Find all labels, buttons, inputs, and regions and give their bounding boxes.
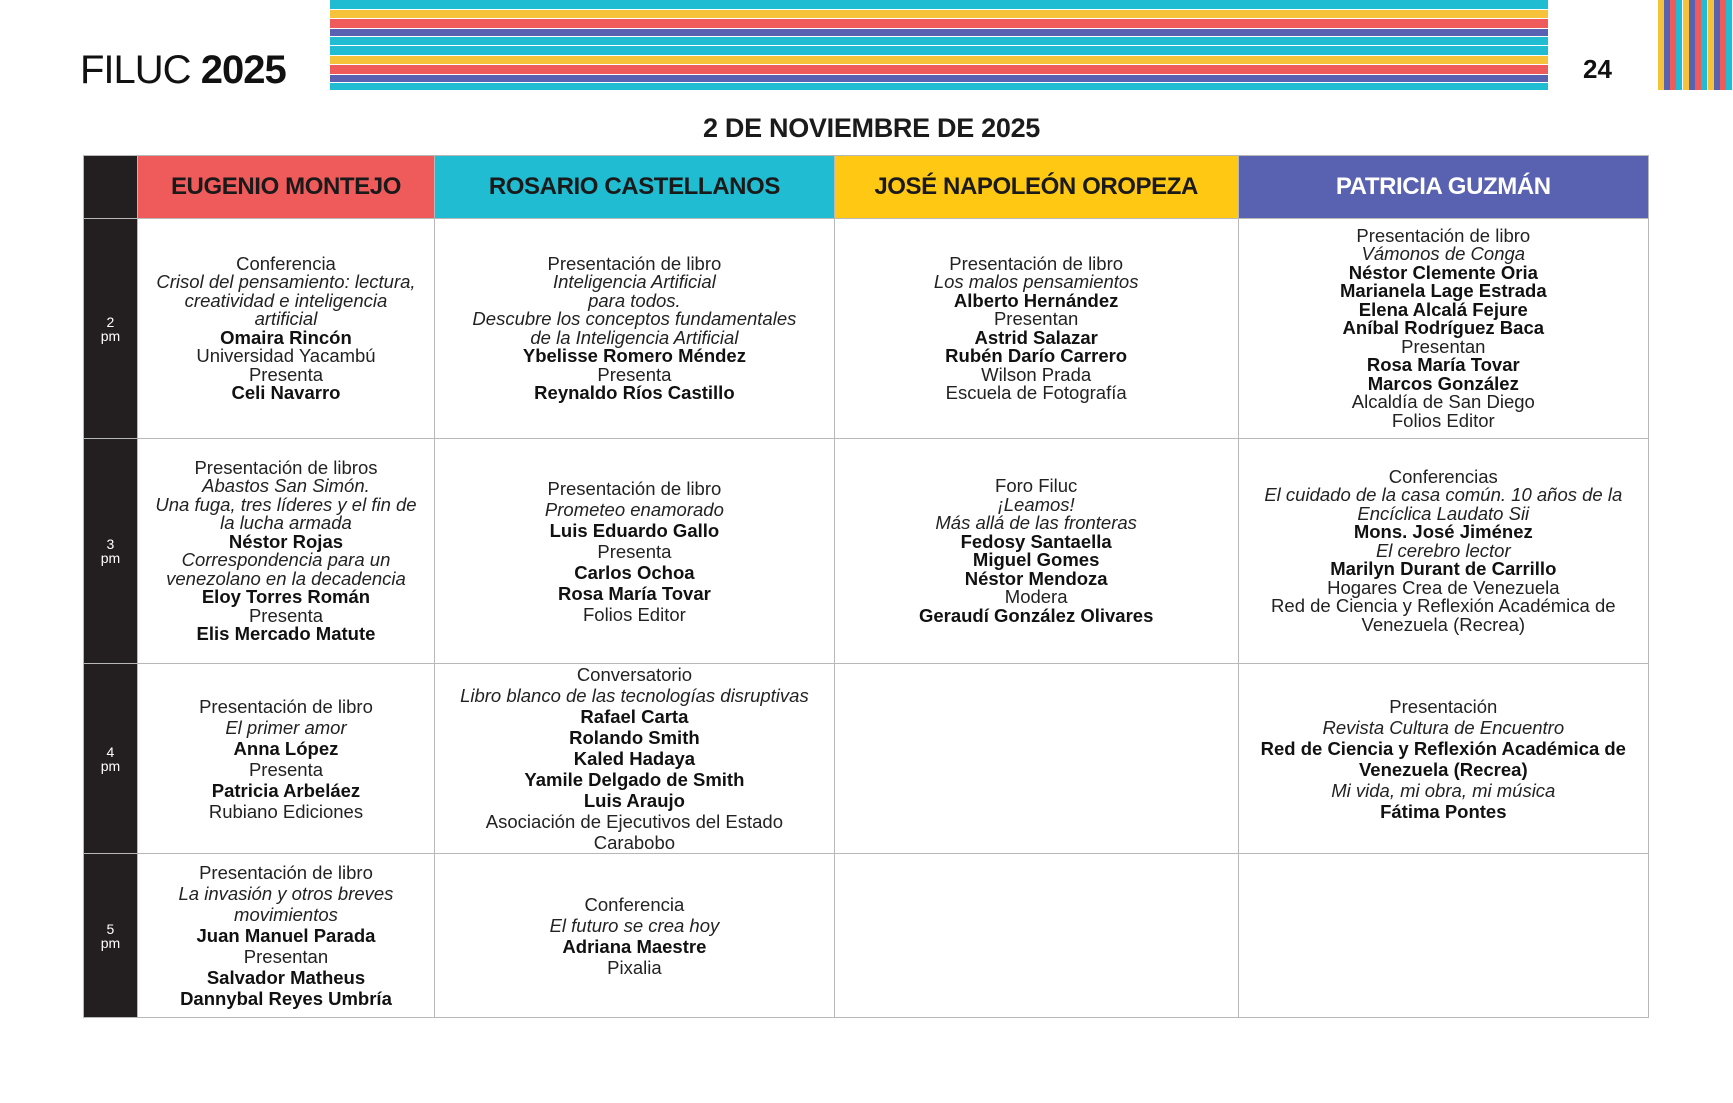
brand-title xyxy=(80,48,286,93)
column-header-eugenio-montejo: EUGENIO MONTEJO xyxy=(137,156,434,219)
event-text: Alcaldía de San Diego xyxy=(1351,391,1535,413)
event-cell xyxy=(1238,439,1648,664)
event-title: Más allá de las fronteras xyxy=(935,512,1137,533)
event-title: Correspondencia para un xyxy=(181,549,391,570)
event-person: Salvador Matheus xyxy=(206,967,366,988)
event-person: Dannybal Reyes Umbría xyxy=(180,988,392,1009)
event-title: El primer amor xyxy=(225,716,347,738)
time-column-header xyxy=(84,156,138,219)
event-cell xyxy=(435,854,835,1018)
event-text: Presenta xyxy=(248,363,323,385)
event-person: Carlos Ochoa xyxy=(574,561,695,583)
time-row-4pm xyxy=(84,664,1649,854)
column-header-rosario-castellanos: ROSARIO CASTELLANOS xyxy=(435,156,835,219)
event-title: La invasión y otros breves xyxy=(178,883,394,904)
event-person: Anna López xyxy=(233,737,339,759)
event-cell xyxy=(435,219,835,439)
page-number: 24 xyxy=(1583,54,1612,84)
event-cell xyxy=(435,664,835,854)
event-title: la lucha armada xyxy=(220,512,352,533)
event-title: artificial xyxy=(254,308,318,329)
event-person: Mons. José Jiménez xyxy=(1353,521,1533,543)
event-text: Universidad Yacambú xyxy=(196,345,376,366)
event-cell xyxy=(137,664,434,854)
event-text: Presentación de libros xyxy=(194,456,378,478)
event-text: Presenta xyxy=(248,758,323,780)
event-text: Presenta xyxy=(597,540,672,562)
event-title: El cuidado de la casa común. 10 años de la xyxy=(1264,484,1623,506)
event-person: Ybelisse Romero Méndez xyxy=(522,345,746,366)
event-cell xyxy=(1238,664,1648,854)
event-person: Rosa María Tovar xyxy=(557,582,711,604)
event-text: Conferencia xyxy=(584,893,685,915)
event-person: Kaled Hadaya xyxy=(573,748,696,769)
event-title: Prometeo enamorado xyxy=(544,498,724,520)
column-header-patricia-guzman: PATRICIA GUZMÁN xyxy=(1238,156,1648,219)
event-text: Folios Editor xyxy=(1391,409,1495,431)
event-title: El futuro se crea hoy xyxy=(549,914,720,936)
event-text: Presentan xyxy=(243,946,329,967)
event-text: Modera xyxy=(1004,586,1068,607)
event-cell xyxy=(834,439,1238,664)
event-text: Asociación de Ejecutivos del Estado xyxy=(485,811,783,832)
event-person: Luis Eduardo Gallo xyxy=(549,519,720,541)
event-person: Yamile Delgado de Smith xyxy=(524,769,745,790)
event-text: Hogares Crea de Venezuela xyxy=(1327,576,1560,598)
event-person: Venezuela (Recrea) xyxy=(1358,758,1528,780)
event-title: Vámonos de Conga xyxy=(1361,243,1526,265)
event-title: Descubre los conceptos fundamentales xyxy=(472,308,797,329)
time-period: pm xyxy=(100,934,121,951)
event-text: Conferencias xyxy=(1388,465,1498,487)
event-person: Néstor Mendoza xyxy=(964,567,1108,589)
event-title: de la Inteligencia Artificial xyxy=(530,326,739,348)
brand-light: FILUC xyxy=(80,48,191,92)
event-title: movimientos xyxy=(234,904,338,925)
event-text: Wilson Prada xyxy=(981,363,1092,385)
event-person: Fátima Pontes xyxy=(1380,800,1507,822)
event-person: Elena Alcalá Fejure xyxy=(1358,298,1528,320)
event-text: Venezuela (Recrea) xyxy=(1361,613,1526,635)
event-title: Libro blanco de las tecnologías disruptivas xyxy=(460,685,809,706)
header-row xyxy=(84,156,1649,219)
event-person: Juan Manuel Parada xyxy=(196,925,376,946)
event-cell xyxy=(137,219,434,439)
event-title: Una fuga, tres líderes y el fin de xyxy=(155,493,417,515)
column-header-jose-napoleon-oropeza: JOSÉ NAPOLEÓN OROPEZA xyxy=(834,156,1238,219)
event-title: Abastos San Simón. xyxy=(202,475,370,496)
event-person: Néstor Clemente Oria xyxy=(1348,261,1538,283)
event-title: Los malos pensamientos xyxy=(933,271,1139,292)
time-row-5pm xyxy=(84,854,1649,1018)
event-title: Encíclica Laudato Sii xyxy=(1357,502,1530,524)
time-period: pm xyxy=(100,550,121,566)
event-text: Foro Filuc xyxy=(995,475,1078,496)
event-person: Marianela Lage Estrada xyxy=(1339,280,1547,302)
event-text: Conversatorio xyxy=(576,664,692,685)
event-title: Mi vida, mi obra, mi música xyxy=(1331,779,1556,801)
event-text: Red de Ciencia y Reflexión Académica de xyxy=(1271,595,1616,617)
time-row-2pm xyxy=(84,219,1649,439)
event-title: ¡Leamos! xyxy=(997,493,1075,515)
event-text: Presentación de libro xyxy=(949,252,1124,274)
event-text: Pixalia xyxy=(607,956,662,978)
event-cell xyxy=(137,439,434,664)
event-person: Marilyn Durant de Carrillo xyxy=(1330,558,1557,580)
time-slot xyxy=(84,664,138,854)
event-cell xyxy=(137,854,434,1018)
time-slot xyxy=(84,854,138,1018)
event-person: Miguel Gomes xyxy=(972,549,1100,570)
event-person: Patricia Arbeláez xyxy=(211,779,361,801)
event-text: Presentación de libro xyxy=(199,862,373,883)
event-text: Conferencia xyxy=(236,252,336,274)
event-text: Presentación de libro xyxy=(547,477,722,499)
event-title: venezolano en la decadencia xyxy=(166,567,406,589)
event-person: Rolando Smith xyxy=(569,727,700,748)
event-title: Revista Cultura de Encuentro xyxy=(1322,716,1565,738)
event-text: Presentan xyxy=(993,308,1079,329)
event-person: Elis Mercado Matute xyxy=(196,623,376,644)
empty-cell xyxy=(834,854,1238,1018)
event-person: Néstor Rojas xyxy=(228,530,344,552)
event-text: Presentación xyxy=(1389,695,1498,717)
header-stripes-decoration xyxy=(330,0,1548,90)
event-text: Carabobo xyxy=(593,832,676,853)
schedule-table xyxy=(83,155,1649,1018)
event-person: Luis Araujo xyxy=(583,790,685,811)
time-hour: 3 xyxy=(106,536,115,552)
event-person: Celi Navarro xyxy=(231,382,341,403)
empty-cell xyxy=(1238,854,1648,1018)
event-title: creatividad e inteligencia xyxy=(184,289,388,311)
event-person: Adriana Maestre xyxy=(562,935,707,957)
event-person: Omaira Rincón xyxy=(220,326,352,348)
event-title: Inteligencia Artificial xyxy=(553,271,716,292)
event-person: Rafael Carta xyxy=(580,706,689,727)
event-person: Aníbal Rodríguez Baca xyxy=(1342,317,1545,339)
event-person: Fedosy Santaella xyxy=(960,530,1112,552)
event-title: para todos. xyxy=(588,289,681,311)
event-person: Astrid Salazar xyxy=(974,326,1098,348)
event-person: Reynaldo Ríos Castillo xyxy=(534,382,735,403)
date-title: 2 DE NOVIEMBRE DE 2025 xyxy=(702,113,1041,143)
event-cell xyxy=(435,439,835,664)
event-text: Presenta xyxy=(248,604,323,626)
event-person: Alberto Hernández xyxy=(953,289,1119,311)
event-cell xyxy=(834,219,1238,439)
event-title: Crisol del pensamiento: lectura, xyxy=(156,271,416,292)
time-hour: 2 xyxy=(106,313,115,330)
time-slot xyxy=(84,219,138,439)
event-person: Rosa María Tovar xyxy=(1366,354,1520,376)
event-person: Red de Ciencia y Reflexión Académica de xyxy=(1260,737,1626,759)
event-title: El cerebro lector xyxy=(1375,539,1511,561)
time-hour: 4 xyxy=(106,743,115,760)
event-text: Presentación de libro xyxy=(199,695,373,717)
event-text: Presentación de libro xyxy=(547,252,722,274)
event-person: Geraudí González Olivares xyxy=(918,604,1154,626)
time-period: pm xyxy=(100,757,121,774)
time-period: pm xyxy=(100,327,121,344)
corner-stripes-decoration xyxy=(1658,0,1733,90)
empty-cell xyxy=(834,664,1238,854)
event-person: Rubén Darío Carrero xyxy=(945,345,1128,366)
event-text: Folios Editor xyxy=(582,603,686,625)
event-text: Presentan xyxy=(1401,335,1486,357)
time-hour: 5 xyxy=(106,920,115,937)
event-cell xyxy=(1238,219,1648,439)
event-text: Presentación de libro xyxy=(1356,224,1531,246)
time-row-3pm xyxy=(84,439,1649,664)
event-text: Rubiano Ediciones xyxy=(208,800,364,822)
event-person: Eloy Torres Román xyxy=(201,586,371,607)
event-person: Marcos González xyxy=(1367,372,1519,394)
time-slot xyxy=(84,439,138,664)
event-text: Escuela de Fotografía xyxy=(945,382,1127,403)
brand-year: 2025 xyxy=(200,48,286,92)
event-text: Presenta xyxy=(597,363,672,385)
